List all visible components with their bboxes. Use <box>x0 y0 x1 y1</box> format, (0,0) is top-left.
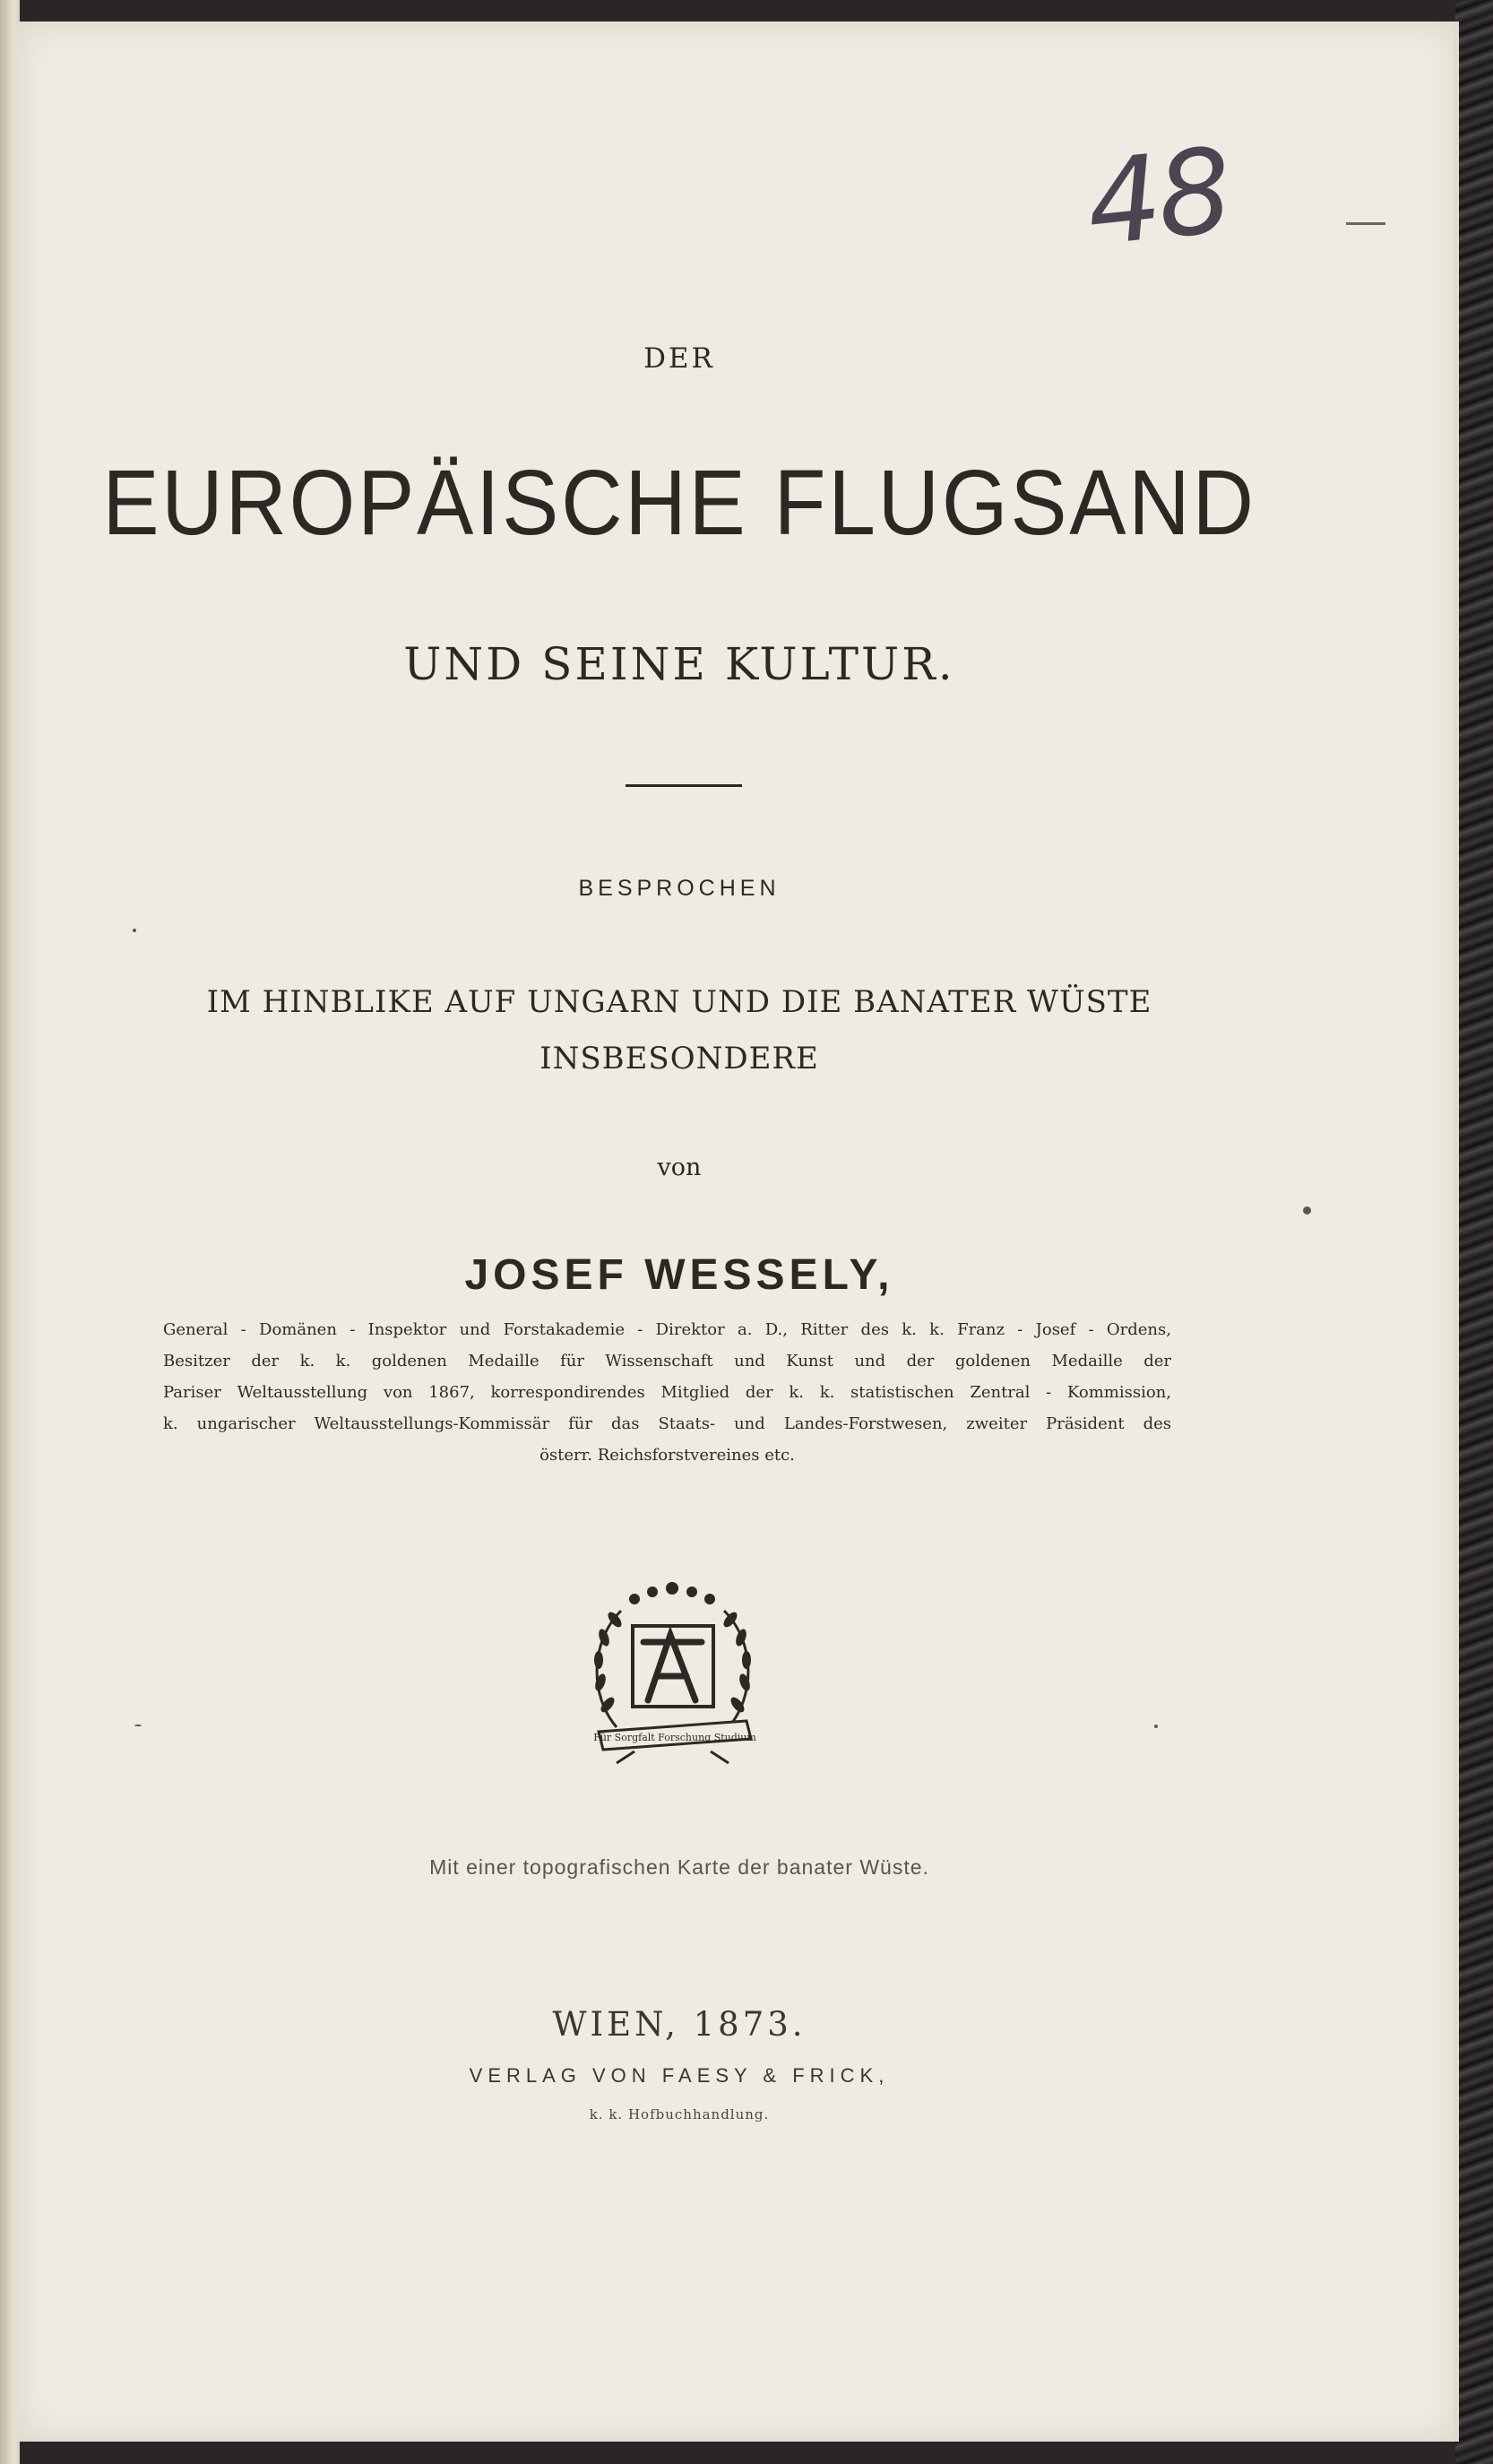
besprochen-label: BESPROCHEN <box>578 876 781 901</box>
publisher-line: VERLAG VON FAESY & FRICK, <box>469 2064 890 2087</box>
title-divider <box>626 784 742 787</box>
credentials-line: Pariser Weltausstellung von 1867, korrespondirendes Mitglied der k. k. statistischen Zentral - Kommission, <box>163 1383 1171 1402</box>
credentials-line: k. ungarischer Weltausstellungs-Kommissär für das Staats- und Landes-Forstwesen, zweiter Präsident des <box>163 1414 1171 1433</box>
title-article: DER <box>643 342 715 375</box>
paper-speck <box>1303 1206 1311 1215</box>
map-note: Mit einer topografischen Karte der banater Wüste. <box>429 1855 929 1879</box>
by-label: von <box>657 1154 702 1181</box>
credentials-line: General - Domänen - Inspektor und Forstakademie - Direktor a. D., Ritter des k. k. Franz - Josef - Ordens, <box>163 1320 1171 1339</box>
paper-speck <box>133 929 136 932</box>
author-name: JOSEF WESSELY, <box>464 1251 894 1299</box>
emblem-ribbon-text: Für Sorgfalt Forschung Studium <box>593 1732 756 1743</box>
shelf-mark-dash <box>1346 222 1385 225</box>
book-binding <box>1455 0 1493 2464</box>
credentials-line: österr. Reichsforstvereines etc. <box>539 1446 795 1465</box>
paper-speck <box>134 1725 142 1726</box>
shelf-mark: 48 <box>1080 122 1235 272</box>
main-title: EUROPÄISCHE FLUGSAND <box>102 451 1256 554</box>
publisher-note: k. k. Hofbuchhandlung. <box>589 2106 770 2122</box>
credentials-line: Besitzer der k. k. goldenen Medaille für Wissenschaft und Kunst und der goldenen Medaille der <box>163 1352 1171 1370</box>
title-page <box>16 22 1459 2442</box>
author-credentials <box>163 1314 1171 1471</box>
topic-line-2: INSBESONDERE <box>539 1041 819 1076</box>
subtitle: UND SEINE KULTUR. <box>403 638 955 690</box>
place-and-year: WIEN, 1873. <box>552 2005 807 2044</box>
publisher-monogram-wreath-icon <box>581 1579 764 1768</box>
topic-line-1: IM HINBLIKE AUF UNGARN UND DIE BANATER WÜSTE <box>206 984 1152 1020</box>
paper-speck <box>1154 1725 1158 1728</box>
page-fold <box>1454 22 1457 2442</box>
